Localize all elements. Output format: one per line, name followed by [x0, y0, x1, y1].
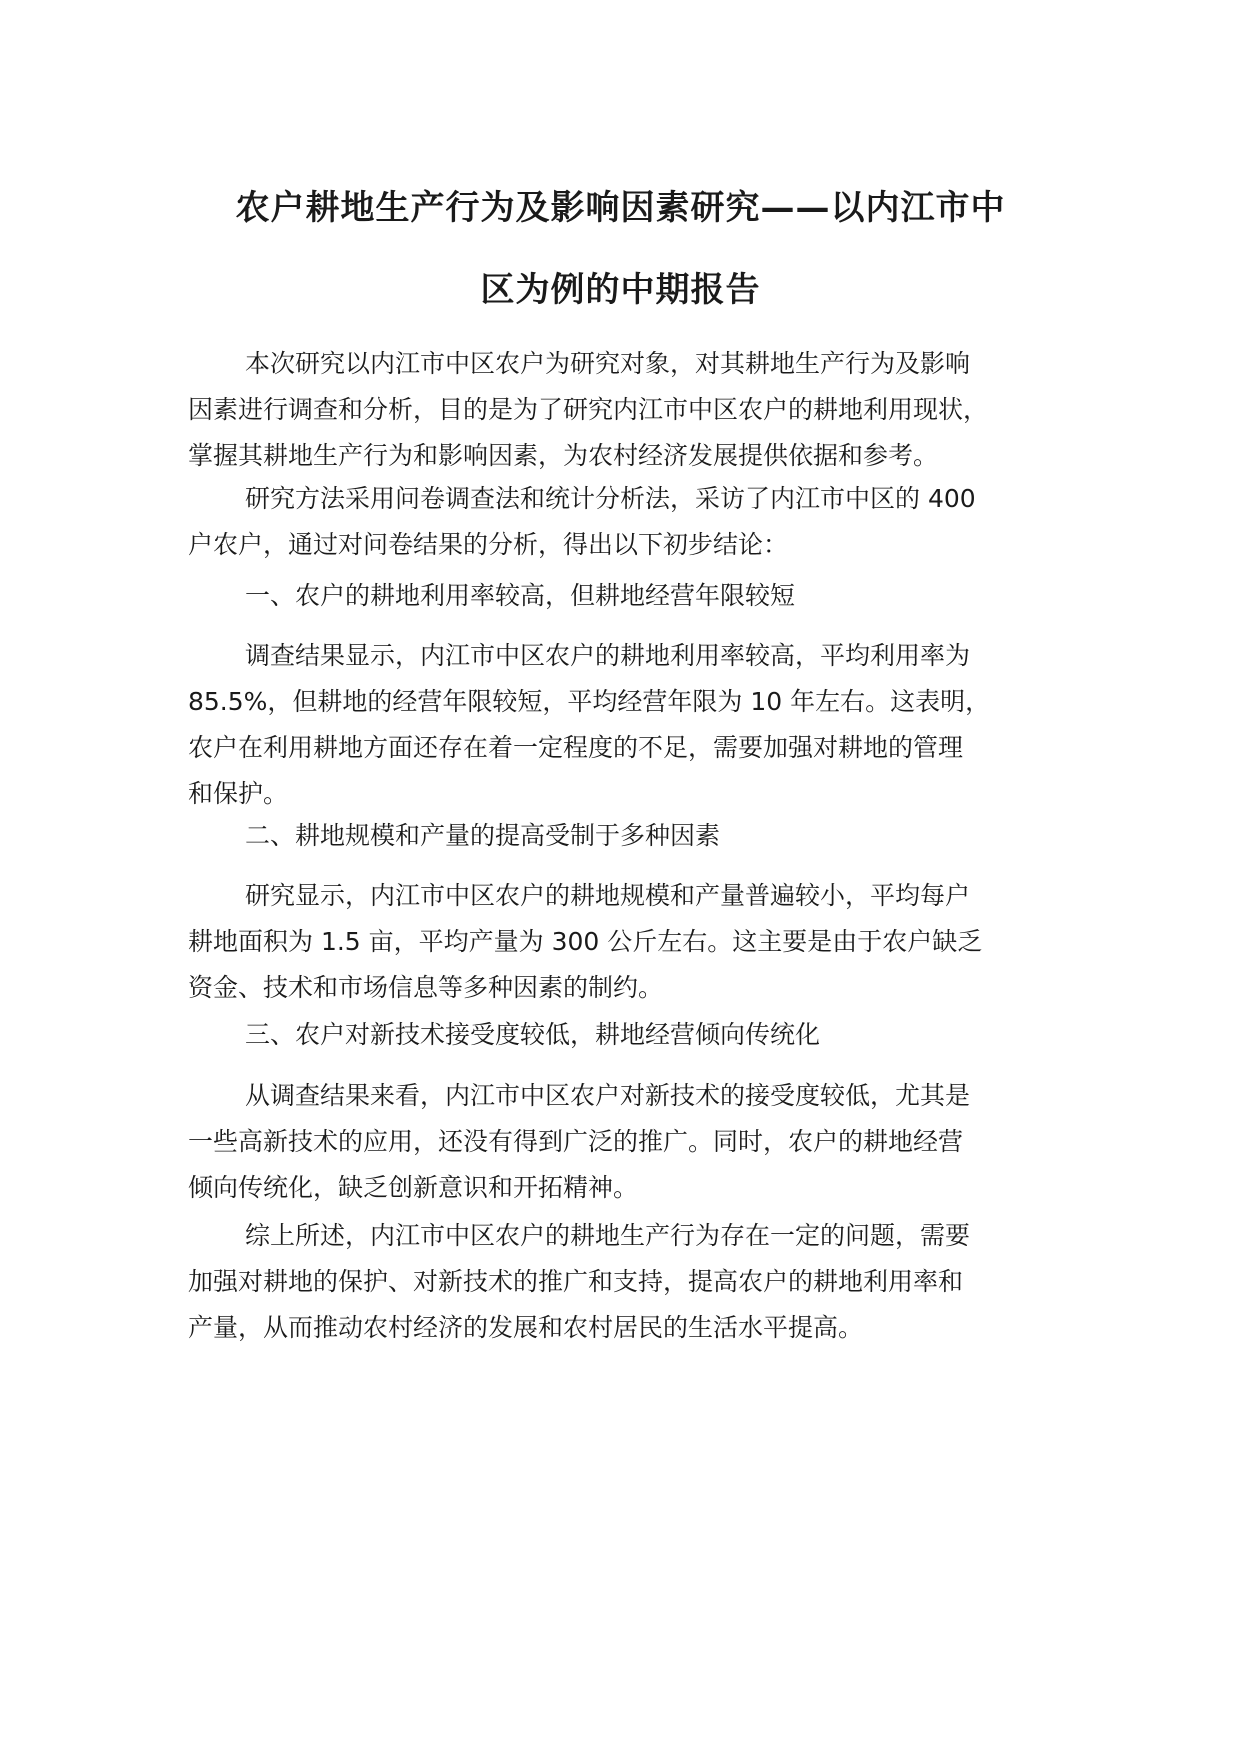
- text-line: 掌握其耕地生产行为和影响因素，为农村经济发展提供依据和参考。: [188, 441, 939, 470]
- heading-text: 三、农户对新技术接受度较低，耕地经营倾向传统化: [245, 1020, 821, 1049]
- text-line: 农户在利用耕地方面还存在着一定程度的不足，需要加强对耕地的管理: [188, 733, 964, 762]
- heading-text: 一、农户的耕地利用率较高，但耕地经营年限较短: [245, 581, 796, 610]
- text-line: 产量，从而推动农村经济的发展和农村居民的生活水平提高。: [188, 1313, 864, 1342]
- text-line: 因素进行调查和分析，目的是为了研究内江市中区农户的耕地利用现状，: [188, 395, 989, 424]
- section-heading-1: [188, 573, 1068, 619]
- method-paragraph: [188, 476, 1068, 568]
- text-line: 本次研究以内江市中区农户为研究对象，对其耕地生产行为及影响: [245, 349, 971, 378]
- text-line: 耕地面积为 1.5 亩，平均产量为 300 公斤左右。这主要是由于农户缺乏: [188, 927, 983, 956]
- text-line: 调查结果显示，内江市中区农户的耕地利用率较高，平均利用率为: [245, 641, 971, 670]
- document-title-line-2: 区为例的中期报告: [480, 270, 761, 310]
- text-line: 研究方法采用问卷调查法和统计分析法，采访了内江市中区的 400: [245, 484, 976, 513]
- text-line: 和保护。: [188, 779, 289, 808]
- text-line: 研究显示，内江市中区农户的耕地规模和产量普遍较小，平均每户: [245, 881, 971, 910]
- text-line: 加强对耕地的保护、对新技术的推广和支持，提高农户的耕地利用率和: [188, 1267, 964, 1296]
- text-line: 倾向传统化，缺乏创新意识和开拓精神。: [188, 1173, 639, 1202]
- text-line: 一些高新技术的应用，还没有得到广泛的推广。同时，农户的耕地经营: [188, 1127, 964, 1156]
- conclusion-paragraph: [188, 1213, 1068, 1351]
- heading-text: 二、耕地规模和产量的提高受制于多种因素: [245, 821, 721, 850]
- finding-3-paragraph: [188, 1073, 1068, 1211]
- intro-paragraph: [188, 341, 1068, 479]
- text-line: 从调查结果来看，内江市中区农户对新技术的接受度较低，尤其是: [245, 1081, 971, 1110]
- text-line: 资金、技术和市场信息等多种因素的制约。: [188, 973, 664, 1002]
- finding-1-paragraph: [188, 633, 1068, 817]
- text-line: 85.5%，但耕地的经营年限较短，平均经营年限为 10 年左右。这表明，: [188, 687, 991, 716]
- section-heading-2: [188, 813, 1068, 859]
- document-title-line-1: 农户耕地生产行为及影响因素研究——以内江市中: [235, 188, 1006, 228]
- text-line: 户农户，通过对问卷结果的分析，得出以下初步结论：: [188, 530, 789, 559]
- text-line: 综上所述，内江市中区农户的耕地生产行为存在一定的问题，需要: [245, 1221, 971, 1250]
- section-heading-3: [188, 1012, 1068, 1058]
- finding-2-paragraph: [188, 873, 1068, 1011]
